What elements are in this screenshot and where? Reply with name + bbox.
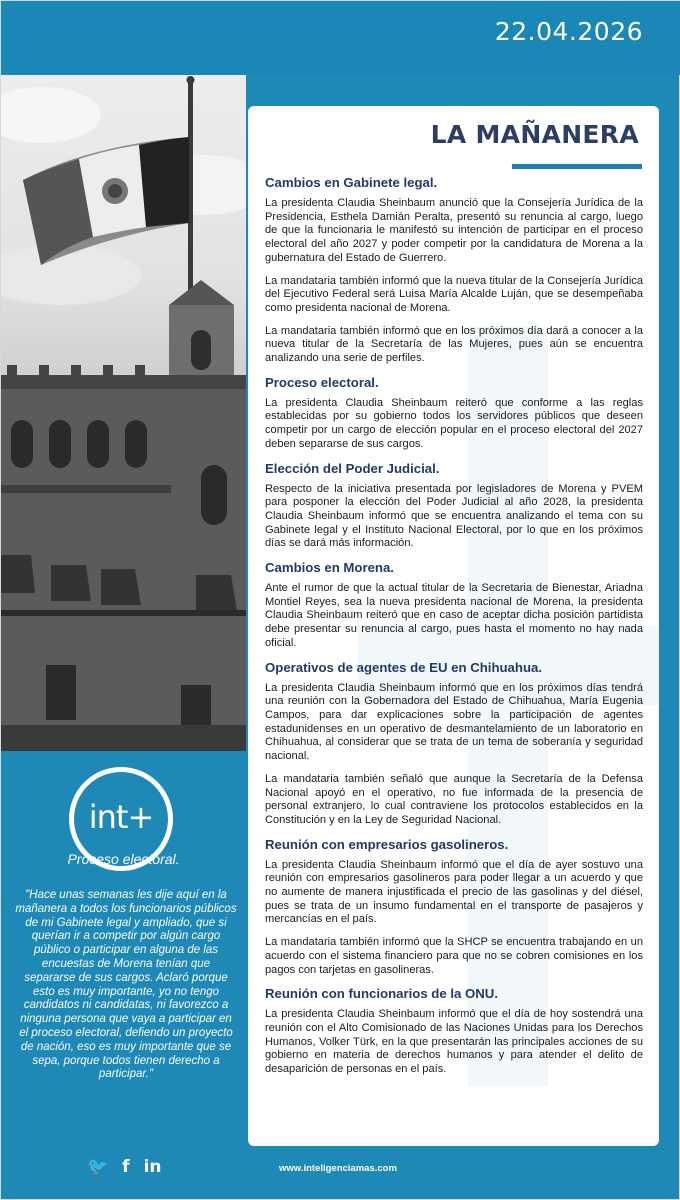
linkedin-icon[interactable]: in	[143, 1157, 162, 1177]
section-heading: Operativos de agentes de EU en Chihuahua.	[265, 659, 543, 675]
social-links	[87, 1157, 162, 1177]
section-paragraph: La mandataria también informó que en los próximos día dará a conocer a la nueva titular de la Secretaría de las Mujeres, pues aún se encuentra analizando una serie de perfiles.	[265, 324, 643, 365]
section-heading: Reunión con funcionarios de la ONU.	[265, 986, 498, 1002]
section-paragraph: La presidenta Claudia Sheinbaum informó que el día de ayer sostuvo una reunión con empresarios gasolineros para poder llegar a un acuerdo y que no aumente de manera injustificada el precio de las gasolinas y del diésel, pues se trata de un insumo fundamental en el transporte de pasajeros y mercancías en el país.	[265, 858, 643, 926]
website-link[interactable]: www.inteligenciamas.com	[279, 1163, 397, 1174]
section-heading: Reunión con empresarios gasolineros.	[265, 836, 509, 852]
section-paragraph: La presidenta Claudia Sheinbaum informó que el día de hoy sostendrá una reunión con el Alto Comisionado de las Naciones Unidas para los Derechos Humanos, Volker Türk, en la que presentarán las principales acciones de su gobierno en materia de derechos humanos y para atender el delito de desaparición de personas en el país.	[265, 1008, 643, 1076]
section-heading: Elección del Poder Judicial.	[265, 460, 440, 476]
card-title: LA MAÑANERA	[430, 120, 639, 149]
top-bar	[1, 1, 680, 75]
publication-date: 22.04.2026	[494, 17, 643, 46]
article-body	[265, 169, 643, 1086]
article-card	[248, 106, 659, 1146]
section-paragraph: Ante el rumor de que la actual titular de la Secretaria de Bienestar, Ariadna Montiel Reyes, sea la nueva presidenta nacional de Morena, la presidenta Claudia Sheinbaum reiteró que en caso de aceptar dicha posición partidista debe presentar su renuncia al cargo, pues hasta el momento no hay nada oficial.	[265, 582, 643, 649]
section-heading: Proceso electoral.	[265, 374, 379, 390]
quote-caption: Proceso electoral.	[67, 851, 180, 867]
section-paragraph: La presidenta Claudia Sheinbaum informó que en los próximos días tendrá una reunión con la Gobernadora del Estado de Chihuahua, María Eugenia Campos, para dar explicaciones sobre la participación de agentes estadunidenses en un operativo de desmantelamiento de un laboratorio en Chihuahua, al considerar que se trata de un tema de soberanía y seguridad nacional.	[265, 681, 643, 763]
logo-text: int+	[88, 798, 154, 836]
section-heading: Cambios en Gabinete legal.	[265, 175, 438, 190]
twitter-icon[interactable]: 🐦	[87, 1157, 109, 1177]
section-paragraph: La presidenta Claudia Sheinbaum reiteró que conforme a las reglas establecidas por su gobierno todos los servidores públicos que deseen competir por un cargo de elección popular en el proceso electoral del 2027 deben separarse de sus cargos.	[265, 396, 643, 450]
section-heading: Cambios en Morena.	[265, 560, 394, 576]
palace-illustration	[1, 75, 246, 751]
palace-photo	[1, 75, 246, 751]
section-paragraph: La mandataria también informó que la SHCP se encuentra trabajando en un acuerdo con el sistema financiero para que no se cobren comisiones en los pagos con tarjetas en gasolineras.	[265, 936, 643, 976]
section-paragraph: Respecto de la iniciativa presentada por legisladores de Morena y PVEM para posponer la elección del Poder Judicial al año 2028, la presidenta Claudia Sheinbaum informó que se encuentra analizando el tema con su Gabinete legal y el Instituto Nacional Electoral, por lo que en los próximos días se dará más información.	[265, 482, 643, 550]
section-paragraph: La mandataria también informó que la nueva titular de la Consejería Jurídica del Ejecutivo Federal será Luisa María Alcalde Luján, que se desempeñaba como presidenta nacional de Morena.	[265, 274, 643, 314]
section-paragraph: La mandataria también señaló que aunque la Secretaría de la Defensa Nacional apoyó en el operativo, no fue informada de la presencia de personal extranjero, lo cual contraviene los protocolos establecidos en la Constitución y en la Ley de Seguridad Nacional.	[265, 772, 643, 826]
sheinbaum-quote: "Hace unas semanas les dije aquí en la mañanera a todos los funcionarios públicos de mi Gabinete legal y ampliado, que si querían ir a competir por algún cargo público o participar en alguna de las encuestas de Morena tenían que separarse de sus cargos. Aclaró porque esto es muy importante, yo no tengo candidatos ni candidatas, ni favorezco a ninguna persona que vaya a participar en el proceso electoral, defiendo un proyecto de nación, eso es muy importante que se sepa, porque todos tienen derecho a participar."	[15, 889, 237, 1081]
section-paragraph: La presidenta Claudia Sheinbaum anunció que la Consejería Jurídica de la Presidencia, Esthela Damián Peralta, presentó su renuncia al cargo, luego de que la funcionaria le manifestó su intención de participar en el proceso electoral del año 2027 y poder competir por la candidatura de Morena a la gubernatura del Estado de Guerrero.	[265, 197, 643, 264]
facebook-icon[interactable]: f	[122, 1157, 130, 1177]
